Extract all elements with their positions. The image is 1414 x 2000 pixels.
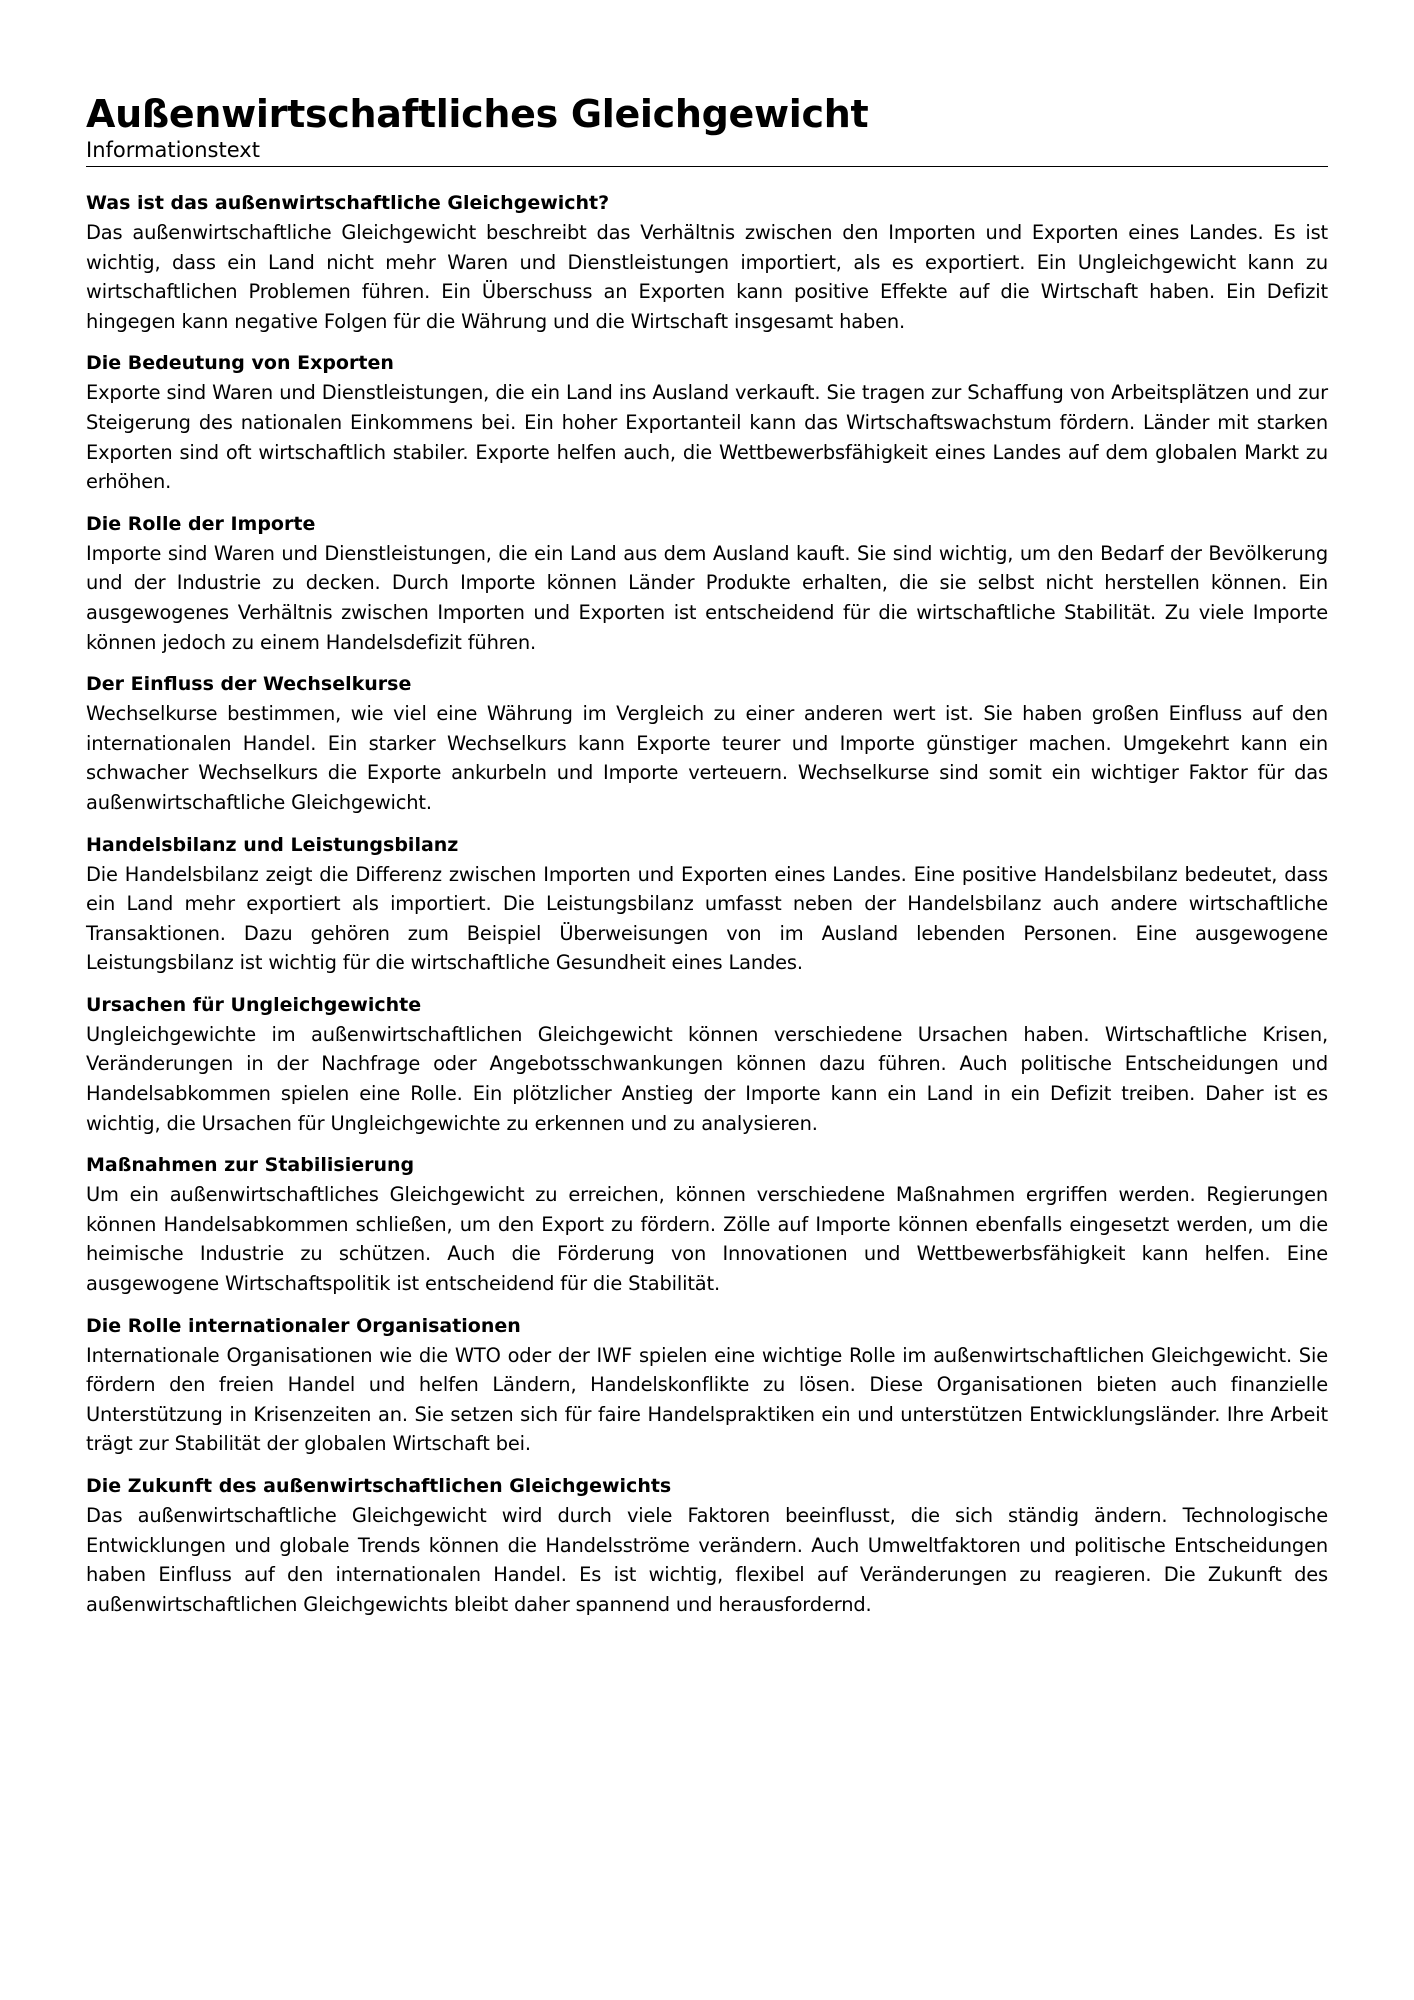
section-trade-balance <box>86 831 1328 978</box>
document-header <box>86 92 1328 167</box>
section-what-is-equilibrium <box>86 189 1328 336</box>
section-heading: Der Einfluss der Wechselkurse <box>86 673 412 696</box>
section-exports <box>86 349 1328 496</box>
section-body: Um ein außenwirtschaftliches Gleichgewicht zu erreichen, können verschiedene Maßnahmen ergriffen werden. Regierungen können Handelsabkommen schließen, um den Export zu fördern. Zölle auf Importe können ebenfalls eingesetzt werden, um die heimische Industrie zu schützen. Auch die Förderung von Innovationen und Wettbewerbsfähigkeit kann helfen. Eine ausgewogene Wirtschaftspolitik ist entscheidend für die Stabilität. <box>86 1183 1328 1296</box>
section-body: Wechselkurse bestimmen, wie viel eine Währung im Vergleich zu einer anderen wert ist. Sie haben großen Einfluss auf den internationalen Handel. Ein starker Wechselkurs kann Exporte teurer und Importe günstiger machen. Umgekehrt kann ein schwacher Wechselkurs die Exporte ankurbeln und Importe verteuern. Wechselkurse sind somit ein wichtiger Faktor für das außenwirtschaftliche Gleichgewicht. <box>86 702 1328 814</box>
section-imports <box>86 510 1328 657</box>
section-stabilization-measures <box>86 1151 1328 1298</box>
section-heading: Die Zukunft des außenwirtschaftlichen Gleichgewichts <box>86 1475 672 1497</box>
section-body: Internationale Organisationen wie die WTO oder der IWF spielen eine wichtige Rolle im außenwirtschaftlichen Gleichgewicht. Sie fördern den freien Handel und helfen Ländern, Handelskonflikte zu lösen. Diese Organisationen bieten auch finanzielle Unterstützung in Krisenzeiten an. Sie setzen sich für faire Handelspraktiken ein und unterstützen Entwicklungsländer. Ihre Arbeit trägt zur Stabilität der globalen Wirtschaft bei. <box>86 1343 1328 1456</box>
section-heading: Ursachen für Ungleichgewichte <box>86 993 422 1016</box>
section-body: Ungleichgewichte im außenwirtschaftlichen Gleichgewicht können verschiedene Ursachen haben. Wirtschaftliche Krisen, Veränderungen in der Nachfrage oder Angebotsschwankungen können dazu führen. Auch politische Entscheidungen und Handelsabkommen spielen eine Rolle. Ein plötzlicher Anstieg der Importe kann ein Land in ein Defizit treiben. Daher ist es wichtig, die Ursachen für Ungleichgewichte zu erkennen und zu analysieren. <box>86 1022 1328 1135</box>
document-title: Außenwirtschaftliches Gleichgewicht <box>86 92 869 136</box>
section-heading: Die Rolle internationaler Organisationen <box>86 1314 521 1337</box>
document-subtitle: Informationstext <box>86 138 260 162</box>
section-heading: Die Rolle der Importe <box>86 512 316 535</box>
section-exchange-rates <box>86 670 1328 817</box>
section-international-organizations <box>86 1312 1328 1459</box>
section-heading: Was ist das außenwirtschaftliche Gleichgewicht? <box>86 192 610 214</box>
section-body: Importe sind Waren und Dienstleistungen, die ein Land aus dem Ausland kauft. Sie sind wichtig, um den Bedarf der Bevölkerung und der Industrie zu decken. Durch Importe können Länder Produkte erhalten, die sie selbst nicht herstellen können. Ein ausgewogenes Verhältnis zwischen Importen und Exporten ist entscheidend für die wirtschaftliche Stabilität. Zu viele Importe können jedoch zu einem Handelsdefizit führen. <box>86 541 1328 654</box>
section-heading: Maßnahmen zur Stabilisierung <box>86 1154 415 1177</box>
section-body: Das außenwirtschaftliche Gleichgewicht wird durch viele Faktoren beeinflusst, die sich ständig ändern. Technologische Entwicklungen und globale Trends können die Handelsströme verändern. Auch Umweltfaktoren und politische Entscheidungen haben Einfluss auf den internationalen Handel. Es ist wichtig, flexibel auf Veränderungen zu reagieren. Die Zukunft des außenwirtschaftlichen Gleichgewichts bleibt daher spannend und herausfordernd. <box>86 1504 1328 1616</box>
section-heading: Die Bedeutung von Exporten <box>86 352 394 375</box>
section-future <box>86 1472 1328 1619</box>
section-body: Exporte sind Waren und Dienstleistungen, die ein Land ins Ausland verkauft. Sie tragen zur Schaffung von Arbeitsplätzen und zur Steigerung des nationalen Einkommens bei. Ein hoher Exportanteil kann das Wirtschaftswachstum fördern. Länder mit starken Exporten sind oft wirtschaftlich stabiler. Exporte helfen auch, die Wettbewerbsfähigkeit eines Landes auf dem globalen Markt zu erhöhen. <box>86 381 1328 494</box>
section-causes-imbalance <box>86 991 1328 1138</box>
section-body: Das außenwirtschaftliche Gleichgewicht beschreibt das Verhältnis zwischen den Importen und Exporten eines Landes. Es ist wichtig, dass ein Land nicht mehr Waren und Dienstleistungen importiert, als es exportiert. Ein Ungleichgewicht kann zu wirtschaftlichen Problemen führen. Ein Überschuss an Exporten kann positive Effekte auf die Wirtschaft haben. Ein Defizit hingegen kann negative Folgen für die Währung und die Wirtschaft insgesamt haben. <box>86 221 1328 333</box>
section-heading: Handelsbilanz und Leistungsbilanz <box>86 833 459 856</box>
section-body: Die Handelsbilanz zeigt die Differenz zwischen Importen und Exporten eines Landes. Eine positive Handelsbilanz bedeutet, dass ein Land mehr exportiert als importiert. Die Leistungsbilanz umfasst neben der Handelsbilanz auch andere wirtschaftliche Transaktionen. Dazu gehören zum Beispiel Überweisungen von im Ausland lebenden Personen. Eine ausgewogene Leistungsbilanz ist wichtig für die wirtschaftliche Gesundheit eines Landes. <box>86 862 1328 975</box>
